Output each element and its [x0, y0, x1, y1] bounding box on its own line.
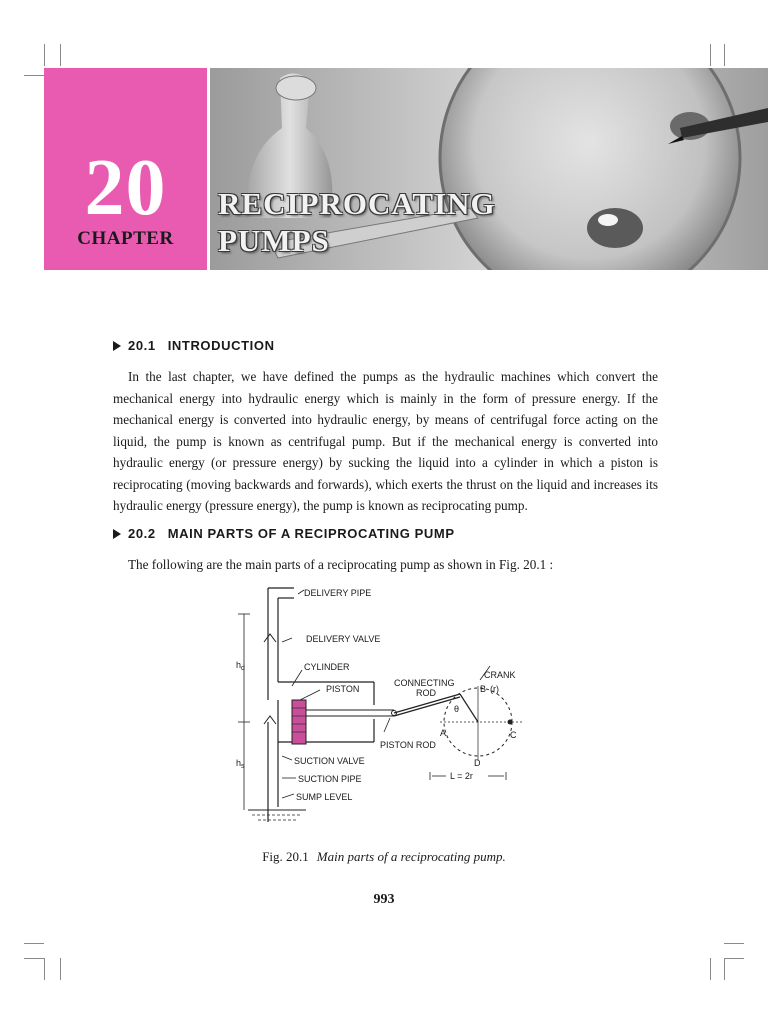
label-delivery-valve: DELIVERY VALVE — [306, 634, 381, 644]
label-crank-r: (r) — [490, 684, 499, 694]
page-number: 993 — [373, 892, 395, 907]
figure-caption — [0, 849, 768, 865]
crop-mark — [710, 44, 711, 66]
pump-diagram — [234, 582, 534, 832]
crop-mark — [724, 44, 725, 66]
label-hs: $h_s$ — [236, 758, 245, 770]
label-connecting: CONNECTING — [394, 678, 455, 688]
crop-mark — [710, 958, 711, 980]
crop-mark — [24, 75, 44, 76]
label-rod: ROD — [416, 688, 436, 698]
paragraph-text: The following are the main parts of a reciprocating pump as shown in Fig. 20.1 : — [128, 557, 554, 572]
introduction-paragraph — [113, 366, 658, 517]
crop-mark — [60, 958, 61, 980]
crop-mark — [60, 44, 61, 66]
label-point-a: A — [440, 728, 447, 738]
triangle-bullet-icon — [113, 341, 121, 351]
figure-number: Fig. 20.1 — [262, 849, 309, 864]
section-heading-introduction — [113, 338, 275, 353]
section-title: MAIN PARTS OF A RECIPROCATING PUMP — [167, 526, 455, 541]
section-number: 20.1 — [128, 338, 156, 353]
chapter-title-line-2: PUMPS — [218, 223, 330, 258]
section-title: INTRODUCTION — [167, 338, 275, 353]
label-piston-rod: PISTON ROD — [380, 740, 436, 750]
label-stroke: L = 2r — [450, 771, 473, 781]
crop-mark — [24, 958, 44, 959]
label-piston: PISTON — [326, 684, 360, 694]
label-suction-pipe: SUCTION PIPE — [298, 774, 362, 784]
label-theta: θ — [454, 704, 460, 714]
label-hd: $h_d$ — [236, 660, 245, 672]
crop-mark — [44, 958, 45, 980]
triangle-bullet-icon — [113, 529, 121, 539]
label-crank: CRANK — [484, 670, 516, 680]
label-delivery-pipe: DELIVERY PIPE — [304, 588, 372, 598]
label-point-d: D — [474, 758, 481, 768]
crop-mark — [24, 943, 44, 944]
label-point-b: B — [480, 684, 487, 694]
paragraph-text: In the last chapter, we have defined the pumps as the hydraulic machines which convert the mechanical energy into hydraulic energy which is mainly in the form of pressure energy. If the mechanical energy is converted into hydraulic energy, by means of centrifugal force acting on the liquid, the pump is known as centrifugal pump. But if the mechanical energy is converted into hydraulic energy (or pressure energy) by sucking the liquid into a cylinder in which a piston is reciprocating (moving backwards and forwards), which exerts the thrust on the liquid and increases its hydraulic energy (pressure energy), the pump is known as reciprocating pump. — [113, 369, 658, 513]
section-number: 20.2 — [128, 526, 156, 541]
label-sump-level: SUMP LEVEL — [296, 792, 353, 802]
chapter-number-box — [44, 68, 207, 270]
crop-mark — [724, 958, 744, 959]
label-suction-valve: SUCTION VALVE — [294, 756, 365, 766]
crop-mark — [724, 958, 725, 980]
chapter-header — [44, 68, 768, 270]
chapter-number: 20 — [84, 144, 167, 232]
main-parts-paragraph — [113, 554, 658, 576]
pump-diagram-svg — [234, 582, 534, 832]
label-cylinder: CYLINDER — [304, 662, 350, 672]
chapter-label: CHAPTER — [77, 228, 174, 249]
section-heading-main-parts — [113, 526, 455, 541]
crop-mark — [724, 943, 744, 944]
label-point-c: C — [510, 730, 517, 740]
crop-mark — [44, 44, 45, 66]
figure-caption-text: Main parts of a reciprocating pump. — [316, 849, 506, 864]
chapter-title-line-1: RECIPROCATING — [218, 186, 496, 221]
